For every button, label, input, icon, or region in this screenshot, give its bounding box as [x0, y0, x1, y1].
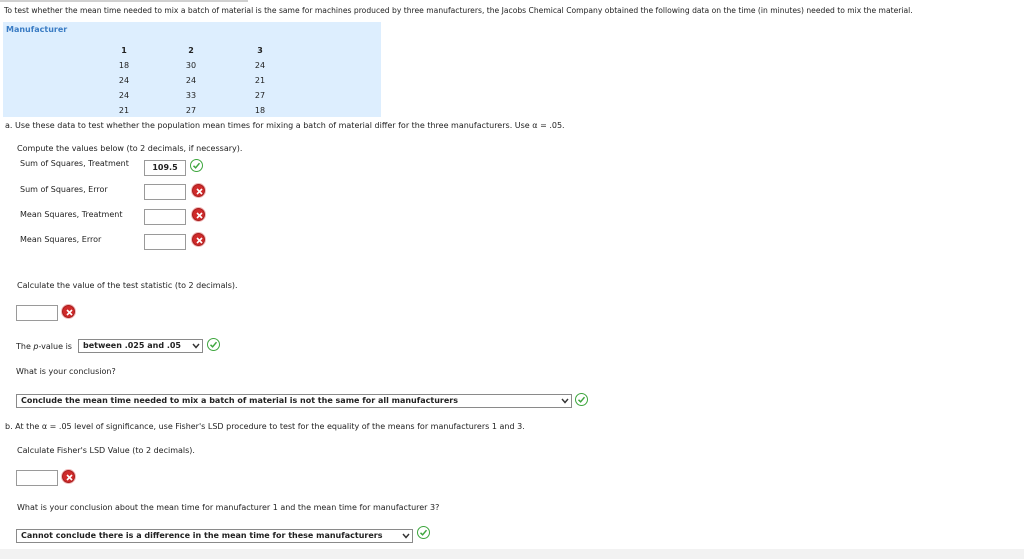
table-cell: 24 [254, 61, 266, 70]
mse-label: Mean Squares, Error [20, 235, 102, 244]
part-a-question: a. Use these data to test whether the population mean times for mixing a batch of material differ for the three manufacturers. Use α = .05. [5, 121, 565, 130]
table-cell: 18 [254, 106, 266, 115]
column-header-2: 2 [188, 46, 194, 55]
top-divider [0, 0, 248, 2]
column-header-1: 1 [121, 46, 127, 55]
table-cell: 21 [118, 106, 130, 115]
x-circle-icon [192, 233, 205, 246]
x-circle-icon [192, 208, 205, 221]
table-cell: 27 [254, 91, 266, 100]
compute-prompt: Compute the values below (to 2 decimals, if necessary). [17, 144, 243, 153]
sst-input[interactable]: 109.5 [144, 160, 186, 176]
check-circle-icon [417, 526, 430, 539]
conclusion-prompt: What is your conclusion? [16, 367, 116, 376]
table-cell: 30 [185, 61, 197, 70]
mse-input[interactable] [144, 234, 186, 250]
x-circle-icon [62, 470, 75, 483]
table-cell: 24 [185, 76, 197, 85]
x-circle-icon [192, 184, 205, 197]
table-cell: 33 [185, 91, 197, 100]
chevron-down-icon [402, 533, 410, 539]
table-cell: 24 [118, 91, 130, 100]
table-cell: 21 [254, 76, 266, 85]
chevron-down-icon [561, 398, 569, 404]
sse-label: Sum of Squares, Error [20, 185, 108, 194]
check-circle-icon [575, 393, 588, 406]
conclusion-select[interactable]: Conclude the mean time needed to mix a batch of material is not the same for all manufacturers [16, 394, 572, 408]
sst-label: Sum of Squares, Treatment [20, 159, 129, 168]
table-title: Manufacturer [6, 25, 68, 34]
lsd-prompt: Calculate Fisher's LSD Value (to 2 decimals). [17, 446, 195, 455]
bottom-bar [0, 549, 1024, 559]
lsd-input[interactable] [16, 470, 58, 486]
check-circle-icon [207, 338, 220, 351]
table-cell: 24 [118, 76, 130, 85]
test-statistic-input[interactable] [16, 305, 58, 321]
stat-prompt: Calculate the value of the test statistic (to 2 decimals). [17, 281, 238, 290]
table-cell: 18 [118, 61, 130, 70]
x-circle-icon [62, 305, 75, 318]
mstr-label: Mean Squares, Treatment [20, 210, 123, 219]
pvalue-select[interactable]: between .025 and .05 [78, 339, 203, 353]
intro-text: To test whether the mean time needed to mix a batch of material is the same for machines produced by three manufacturers, the Jacobs Chemical Company obtained the following data on the time (in minutes) needed to mix the material. [4, 6, 913, 15]
pvalue-label: The p-value is [16, 342, 72, 351]
column-header-3: 3 [257, 46, 263, 55]
lsd-conclusion-prompt: What is your conclusion about the mean time for manufacturer 1 and the mean time for manufacturer 3? [17, 503, 440, 512]
mstr-input[interactable] [144, 209, 186, 225]
table-cell: 27 [185, 106, 197, 115]
chevron-down-icon [192, 343, 200, 349]
check-circle-icon [190, 159, 203, 172]
part-b-question: b. At the α = .05 level of significance, use Fisher's LSD procedure to test for the equality of the means for manufacturers 1 and 3. [5, 422, 525, 431]
lsd-conclusion-select[interactable]: Cannot conclude there is a difference in the mean time for these manufacturers [16, 529, 413, 543]
sse-input[interactable] [144, 184, 186, 200]
